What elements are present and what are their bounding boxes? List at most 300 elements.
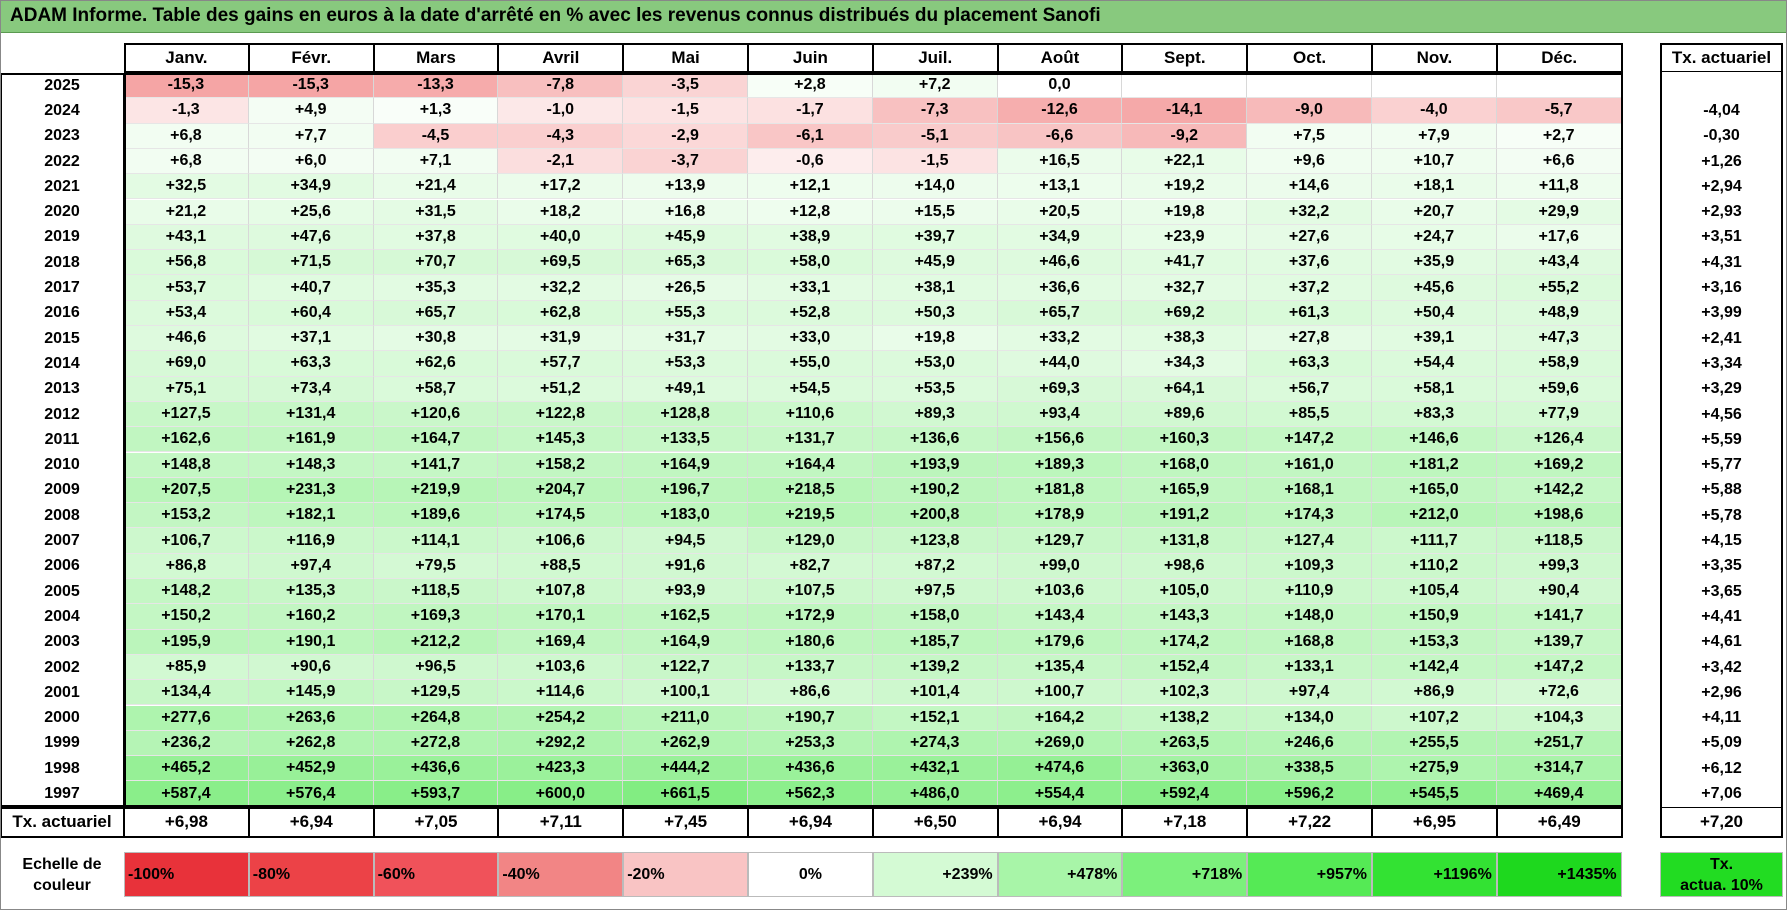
value-cell: +23,9	[1122, 225, 1247, 250]
color-scale-swatch: -100%	[124, 852, 249, 897]
value-cell: +53,5	[873, 377, 998, 402]
value-cell: +122,7	[623, 655, 748, 680]
value-cell: +134,0	[1247, 706, 1372, 731]
value-cell: 0,0	[998, 73, 1123, 98]
value-cell: +18,2	[498, 200, 623, 225]
rate-cell: +3,65	[1660, 579, 1783, 604]
value-cell: +158,2	[498, 453, 623, 478]
year-label: 2001	[44, 683, 80, 701]
value-cell: +160,3	[1122, 427, 1247, 452]
summary-cell: +6,95	[1372, 807, 1497, 838]
value-cell: +45,9	[623, 225, 748, 250]
value-cell: +174,2	[1122, 630, 1247, 655]
value-cell: +262,9	[623, 731, 748, 756]
value-cell: +129,5	[374, 680, 499, 705]
value-cell: +181,8	[998, 478, 1123, 503]
summary-rate-cell: +7,20	[1660, 807, 1783, 838]
value-cell: -4,3	[498, 124, 623, 149]
value-cell: +39,7	[873, 225, 998, 250]
value-cell: +101,4	[873, 680, 998, 705]
value-cell: -1,5	[623, 98, 748, 123]
value-cell: +269,0	[998, 731, 1123, 756]
color-scale-label-line1: Echelle de	[22, 855, 102, 873]
value-cell: +46,6	[124, 326, 249, 351]
value-cell: +139,7	[1497, 630, 1622, 655]
value-cell: -9,0	[1247, 98, 1372, 123]
value-cell: +143,3	[1122, 604, 1247, 629]
value-cell: +164,7	[374, 427, 499, 452]
value-cell: +452,9	[249, 756, 374, 781]
month-header-1: Janv.	[124, 43, 249, 72]
value-cell: +587,4	[124, 781, 249, 806]
year-label: 2011	[44, 430, 80, 448]
value-cell: +254,2	[498, 706, 623, 731]
value-cell: +17,2	[498, 174, 623, 199]
value-cell: +22,1	[1122, 149, 1247, 174]
value-cell: +156,6	[998, 427, 1123, 452]
value-cell: +2,8	[748, 73, 873, 98]
rate-scale-label-line1: Tx.	[1709, 855, 1734, 873]
value-cell: +180,6	[748, 630, 873, 655]
value-cell: +30,8	[374, 326, 499, 351]
value-cell: +109,3	[1247, 554, 1372, 579]
year-label: 2018	[44, 253, 80, 271]
value-cell: -0,6	[748, 149, 873, 174]
value-cell: +65,7	[374, 301, 499, 326]
rate-cell: +4,31	[1660, 250, 1783, 275]
value-cell: +127,4	[1247, 528, 1372, 553]
value-cell: +93,9	[623, 579, 748, 604]
month-header-11: Nov.	[1372, 43, 1497, 72]
rate-cell: +4,61	[1660, 630, 1783, 655]
value-cell: +6,0	[249, 149, 374, 174]
value-cell: +148,3	[249, 453, 374, 478]
value-cell: -13,3	[374, 73, 499, 98]
value-cell: +20,5	[998, 200, 1123, 225]
value-cell: +64,1	[1122, 377, 1247, 402]
value-cell: +63,3	[249, 351, 374, 376]
value-cell: +174,5	[498, 503, 623, 528]
value-cell: +31,7	[623, 326, 748, 351]
value-cell: +53,3	[623, 351, 748, 376]
value-cell: +14,6	[1247, 174, 1372, 199]
month-header-8: Août	[998, 43, 1123, 72]
value-cell: +185,7	[873, 630, 998, 655]
value-cell: +436,6	[748, 756, 873, 781]
value-cell: +89,6	[1122, 402, 1247, 427]
summary-cell: +6,98	[124, 807, 249, 838]
color-scale-swatch: -60%	[374, 852, 499, 897]
rate-cell: +7,06	[1660, 781, 1783, 806]
value-cell: +114,1	[374, 528, 499, 553]
value-cell: +145,9	[249, 680, 374, 705]
value-cell: -3,7	[623, 149, 748, 174]
value-cell: +99,0	[998, 554, 1123, 579]
value-cell: +218,5	[748, 478, 873, 503]
value-cell: +56,8	[124, 250, 249, 275]
value-cell: +141,7	[374, 453, 499, 478]
value-cell: +148,0	[1247, 604, 1372, 629]
value-cell: +16,8	[623, 200, 748, 225]
value-cell: +50,4	[1372, 301, 1497, 326]
year-label: 2014	[44, 354, 80, 372]
value-cell: +170,1	[498, 604, 623, 629]
value-cell: +47,6	[249, 225, 374, 250]
value-cell: +174,3	[1247, 503, 1372, 528]
value-cell: +10,7	[1372, 149, 1497, 174]
value-cell: +253,3	[748, 731, 873, 756]
value-cell: +133,7	[748, 655, 873, 680]
value-cell: +164,9	[623, 453, 748, 478]
value-cell: +152,1	[873, 706, 998, 731]
value-cell: +153,3	[1372, 630, 1497, 655]
rate-cell: -4,04	[1660, 98, 1783, 123]
value-cell: +21,2	[124, 200, 249, 225]
value-cell: +189,3	[998, 453, 1123, 478]
rate-cell: +4,41	[1660, 604, 1783, 629]
value-cell: +545,5	[1372, 781, 1497, 806]
value-cell: +190,2	[873, 478, 998, 503]
value-cell: +181,2	[1372, 453, 1497, 478]
value-cell: +47,3	[1497, 326, 1622, 351]
value-cell: +158,0	[873, 604, 998, 629]
value-cell: +272,8	[374, 731, 499, 756]
value-cell: +98,6	[1122, 554, 1247, 579]
value-cell: +193,9	[873, 453, 998, 478]
value-cell: +126,4	[1497, 427, 1622, 452]
summary-cell: +6,94	[748, 807, 873, 838]
value-cell: +7,2	[873, 73, 998, 98]
value-cell	[1247, 73, 1372, 98]
value-cell: +136,6	[873, 427, 998, 452]
value-cell: +53,4	[124, 301, 249, 326]
value-cell: +106,7	[124, 528, 249, 553]
value-cell: +57,7	[498, 351, 623, 376]
year-label: 2002	[44, 658, 80, 676]
rate-cell: +3,42	[1660, 655, 1783, 680]
color-scale-swatch: +957%	[1247, 852, 1372, 897]
value-cell: +168,8	[1247, 630, 1372, 655]
value-cell: +53,7	[124, 275, 249, 300]
value-cell: +73,4	[249, 377, 374, 402]
rate-cell: +3,35	[1660, 554, 1783, 579]
value-cell: +56,7	[1247, 377, 1372, 402]
value-cell: +103,6	[498, 655, 623, 680]
month-header-6: Juin	[748, 43, 873, 72]
year-label: 2015	[44, 329, 80, 347]
value-cell: -2,1	[498, 149, 623, 174]
value-cell: +85,9	[124, 655, 249, 680]
value-cell: +469,4	[1497, 781, 1622, 806]
value-cell: +160,2	[249, 604, 374, 629]
value-cell: +255,5	[1372, 731, 1497, 756]
value-cell: -15,3	[249, 73, 374, 98]
value-cell: +20,7	[1372, 200, 1497, 225]
rate-cell: +4,15	[1660, 528, 1783, 553]
value-cell: +37,8	[374, 225, 499, 250]
value-cell: +198,6	[1497, 503, 1622, 528]
color-scale-swatch: +1435%	[1497, 852, 1622, 897]
value-cell: +38,3	[1122, 326, 1247, 351]
value-cell: +43,4	[1497, 250, 1622, 275]
value-cell: +120,6	[374, 402, 499, 427]
value-cell: +141,7	[1497, 604, 1622, 629]
year-label: 2016	[44, 304, 80, 322]
value-cell: +100,7	[998, 680, 1123, 705]
value-cell: +128,8	[623, 402, 748, 427]
value-cell: +164,9	[623, 630, 748, 655]
value-cell: +6,6	[1497, 149, 1622, 174]
value-cell: +150,2	[124, 604, 249, 629]
value-cell: +292,2	[498, 731, 623, 756]
value-cell	[1122, 73, 1247, 98]
value-cell: +13,1	[998, 174, 1123, 199]
summary-row-label: Tx. actuariel	[0, 807, 124, 838]
summary-cell: +7,18	[1122, 807, 1247, 838]
value-cell: +423,3	[498, 756, 623, 781]
year-label: 2013	[44, 380, 80, 398]
value-cell: +162,5	[623, 604, 748, 629]
value-cell: +91,6	[623, 554, 748, 579]
table-title: ADAM Informe. Table des gains en euros à la date d'arrêté en % avec les revenus connus distribués du placement Sanofi	[10, 5, 1101, 26]
value-cell: +40,7	[249, 275, 374, 300]
value-cell: +190,7	[748, 706, 873, 731]
rate-cell: -0,30	[1660, 124, 1783, 149]
value-cell: +45,6	[1372, 275, 1497, 300]
value-cell: +465,2	[124, 756, 249, 781]
month-header-2: Févr.	[249, 43, 374, 72]
value-cell: +150,9	[1372, 604, 1497, 629]
value-cell: +142,2	[1497, 478, 1622, 503]
value-cell: +118,5	[1497, 528, 1622, 553]
value-cell: +82,7	[748, 554, 873, 579]
value-cell: -3,5	[623, 73, 748, 98]
value-cell: +444,2	[623, 756, 748, 781]
value-cell: +6,8	[124, 124, 249, 149]
value-cell: +58,7	[374, 377, 499, 402]
value-cell: +31,9	[498, 326, 623, 351]
value-cell: +33,0	[748, 326, 873, 351]
value-cell: +133,1	[1247, 655, 1372, 680]
value-cell: +246,6	[1247, 731, 1372, 756]
summary-cell: +7,45	[623, 807, 748, 838]
summary-cell: +6,50	[873, 807, 998, 838]
value-cell: -1,3	[124, 98, 249, 123]
value-cell: +168,1	[1247, 478, 1372, 503]
month-header-9: Sept.	[1122, 43, 1247, 72]
value-cell: -4,5	[374, 124, 499, 149]
value-cell: +131,8	[1122, 528, 1247, 553]
value-cell: -5,7	[1497, 98, 1622, 123]
value-cell: +474,6	[998, 756, 1123, 781]
value-cell: +27,8	[1247, 326, 1372, 351]
value-cell: +2,7	[1497, 124, 1622, 149]
value-cell: +17,6	[1497, 225, 1622, 250]
value-cell: +6,8	[124, 149, 249, 174]
value-cell: +562,3	[748, 781, 873, 806]
month-header-3: Mars	[374, 43, 499, 72]
value-cell: +103,6	[998, 579, 1123, 604]
value-cell: +135,3	[249, 579, 374, 604]
rate-cell: +2,93	[1660, 200, 1783, 225]
value-cell: +172,9	[748, 604, 873, 629]
value-cell: -6,6	[998, 124, 1123, 149]
summary-cell: +6,94	[998, 807, 1123, 838]
value-cell: +363,0	[1122, 756, 1247, 781]
value-cell: +70,7	[374, 250, 499, 275]
value-cell: +90,4	[1497, 579, 1622, 604]
value-cell: +107,8	[498, 579, 623, 604]
value-cell: +33,2	[998, 326, 1123, 351]
rate-cell: +6,12	[1660, 756, 1783, 781]
rate-cell: +4,11	[1660, 706, 1783, 731]
rate-cell: +2,96	[1660, 680, 1783, 705]
value-cell: +52,8	[748, 301, 873, 326]
month-header-4: Avril	[498, 43, 623, 72]
value-cell: +61,3	[1247, 301, 1372, 326]
year-label: 2019	[44, 228, 80, 246]
value-cell: -9,2	[1122, 124, 1247, 149]
value-cell: +183,0	[623, 503, 748, 528]
value-cell: +83,3	[1372, 402, 1497, 427]
value-cell: +86,6	[748, 680, 873, 705]
value-cell: +110,2	[1372, 554, 1497, 579]
value-cell: +53,0	[873, 351, 998, 376]
value-cell: +189,6	[374, 503, 499, 528]
rate-cell: +4,56	[1660, 402, 1783, 427]
value-cell: +102,3	[1122, 680, 1247, 705]
value-cell: +55,3	[623, 301, 748, 326]
value-cell: +576,4	[249, 781, 374, 806]
value-cell: +212,0	[1372, 503, 1497, 528]
year-label: 2012	[44, 405, 80, 423]
value-cell: +275,9	[1372, 756, 1497, 781]
value-cell: +204,7	[498, 478, 623, 503]
value-cell: +45,9	[873, 250, 998, 275]
value-cell: +15,5	[873, 200, 998, 225]
value-cell: +54,4	[1372, 351, 1497, 376]
value-cell: +29,9	[1497, 200, 1622, 225]
value-cell: +195,9	[124, 630, 249, 655]
value-cell: -6,1	[748, 124, 873, 149]
value-cell: +200,8	[873, 503, 998, 528]
value-cell: +554,4	[998, 781, 1123, 806]
value-cell: +133,5	[623, 427, 748, 452]
value-cell: +169,2	[1497, 453, 1622, 478]
value-cell: +85,5	[1247, 402, 1372, 427]
value-cell: +71,5	[249, 250, 374, 275]
value-cell: +62,6	[374, 351, 499, 376]
value-cell: +592,4	[1122, 781, 1247, 806]
value-cell: +21,4	[374, 174, 499, 199]
value-cell: +51,2	[498, 377, 623, 402]
value-cell: +146,6	[1372, 427, 1497, 452]
value-cell: +93,4	[998, 402, 1123, 427]
value-cell: +106,6	[498, 528, 623, 553]
value-cell: +69,5	[498, 250, 623, 275]
value-cell: +169,3	[374, 604, 499, 629]
value-cell: +432,1	[873, 756, 998, 781]
value-cell: +263,6	[249, 706, 374, 731]
value-cell: +131,4	[249, 402, 374, 427]
year-label: 1998	[44, 759, 80, 777]
value-cell: +127,5	[124, 402, 249, 427]
color-scale-label-line2: couleur	[33, 876, 91, 894]
value-cell: +86,9	[1372, 680, 1497, 705]
value-cell: +596,2	[1247, 781, 1372, 806]
value-cell: +12,1	[748, 174, 873, 199]
value-cell: +135,4	[998, 655, 1123, 680]
value-cell: +122,8	[498, 402, 623, 427]
value-cell: +34,9	[998, 225, 1123, 250]
value-cell: +77,9	[1497, 402, 1622, 427]
year-label: 2009	[44, 481, 80, 499]
value-cell: +90,6	[249, 655, 374, 680]
rate-cell: +3,29	[1660, 377, 1783, 402]
value-cell: +212,2	[374, 630, 499, 655]
value-cell: +37,6	[1247, 250, 1372, 275]
value-cell: +207,5	[124, 478, 249, 503]
value-cell: +27,6	[1247, 225, 1372, 250]
rate-cell: +5,88	[1660, 478, 1783, 503]
value-cell: +107,5	[748, 579, 873, 604]
value-cell: +97,5	[873, 579, 998, 604]
value-cell: +131,7	[748, 427, 873, 452]
year-label: 2021	[44, 177, 80, 195]
value-cell: +148,8	[124, 453, 249, 478]
value-cell: +33,1	[748, 275, 873, 300]
rate-cell: +5,09	[1660, 731, 1783, 756]
value-cell: +436,6	[374, 756, 499, 781]
color-scale-swatch: -40%	[498, 852, 623, 897]
summary-cell: +7,22	[1247, 807, 1372, 838]
value-cell: +338,5	[1247, 756, 1372, 781]
value-cell: +153,2	[124, 503, 249, 528]
value-cell: +1,3	[374, 98, 499, 123]
rate-cell: +3,34	[1660, 351, 1783, 376]
value-cell: +110,6	[748, 402, 873, 427]
value-cell: +62,8	[498, 301, 623, 326]
value-cell: +63,3	[1247, 351, 1372, 376]
value-cell: +129,7	[998, 528, 1123, 553]
summary-cell: +6,94	[249, 807, 374, 838]
year-label: 1997	[44, 785, 80, 803]
summary-cell: +7,05	[374, 807, 499, 838]
value-cell: +32,2	[1247, 200, 1372, 225]
value-cell: +7,1	[374, 149, 499, 174]
value-cell: +105,4	[1372, 579, 1497, 604]
value-cell: +263,5	[1122, 731, 1247, 756]
value-cell: +7,7	[249, 124, 374, 149]
value-cell: +65,7	[998, 301, 1123, 326]
value-cell: -7,3	[873, 98, 998, 123]
value-cell: +55,2	[1497, 275, 1622, 300]
value-cell: +600,0	[498, 781, 623, 806]
value-cell: +19,8	[1122, 200, 1247, 225]
rate-scale-label-line2: actua. 10%	[1680, 876, 1763, 894]
year-label: 2024	[44, 101, 80, 119]
value-cell: +99,3	[1497, 554, 1622, 579]
value-cell: +4,9	[249, 98, 374, 123]
value-cell: +179,6	[998, 630, 1123, 655]
value-cell: +24,7	[1372, 225, 1497, 250]
value-cell: +97,4	[249, 554, 374, 579]
value-cell: +164,4	[748, 453, 873, 478]
color-scale-swatch: +239%	[873, 852, 998, 897]
value-cell: +11,8	[1497, 174, 1622, 199]
rate-cell: +1,26	[1660, 149, 1783, 174]
value-cell: +314,7	[1497, 756, 1622, 781]
